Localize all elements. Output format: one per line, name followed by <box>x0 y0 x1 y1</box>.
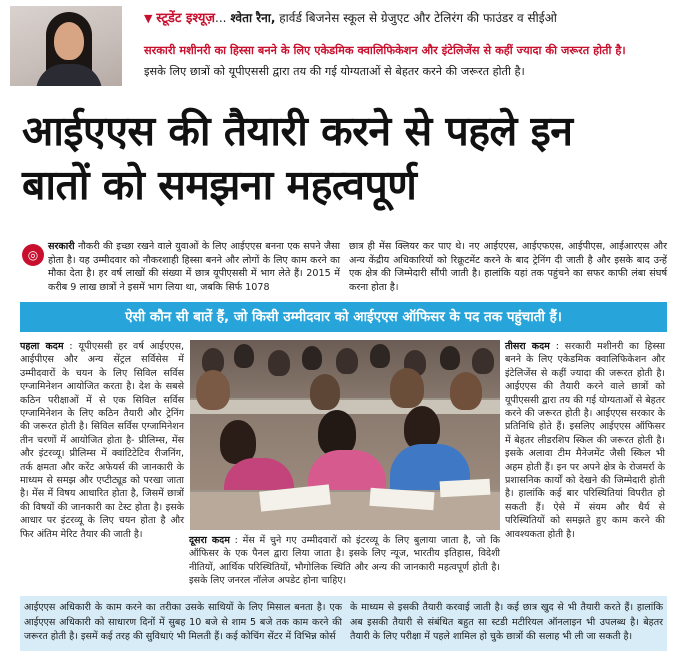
headline <box>22 104 662 212</box>
step-one-text: : यूपीएससी हर वर्ष आईएएस, आईपीएस और अन्य सेंट्रल सर्विसेस में उम्मीदवारों के चयन के लिए सिविल सर्विस एग्जामिनेशन आयोजित करता है। देश के सबसे कठिन परीक्षाओं में से एक सिविल सर्विस एग्जामिनेशन के लिए कठिन तैयारी और ट्रेनिंग की जरूरत होती है। सिविल सर्विस एग्जामिनेशन तीन चरणों में आयोजित होता है- प्रीलिम्स, मेंस और इंटरव्यू। प्रीलिम्स में क्वांटिटेटिव रीजनिंग, तर्क क्षमता और करेंट अफेयर्स की जानकारी के माध्यम से समझ और एप्टीट्यूड को परखा जाता है। मेंस में विषय आधारित होता है, जिसमें छात्रों की विषयों की जानकारी का टेस्ट होता है। इसके आधार पर इंटरव्यू के लिए चयन होता है और फिर अंतिम मेरिट तैयार की जाती है। <box>20 341 185 540</box>
subhead-red: सरकारी मशीनरी का हिस्सा बनने के लिए एकेडमिक क्वालिफिकेशन और इंटेलिजेंस से कहीं ज्यादा की जरूरत होती है। <box>144 44 626 57</box>
step-three-column <box>505 340 665 541</box>
byline <box>144 10 664 27</box>
step-three-lead: तीसरा कदम <box>505 341 550 352</box>
classroom-photo <box>190 340 500 530</box>
step-three-text: : सरकारी मशीनरी का हिस्सा बनने के लिए एकेडमिक क्वालिफिकेशन और इंटेलिजेंस से कहीं ज्यादा की जरूरत होती है। आईएएस की तैयारी करने वाले छात्रों को यूपीएससी द्वारा तय की गई योग्यताओं से बेहतर करने की जरूरत होती है। आईएएस सरकार के प्रतिनिधि होते हैं। इसलिए आईएएस ऑफिसर में बेहतर लीडरशिप स्किल की जरूरत होती है। इसके अलावा टीम मैनेजमेंट जैसी स्किल भी अहम होती हैं। इन पर अपने क्षेत्र के रोजमर्रा के प्रशासनिक कार्यों को देखने की जिम्मेदारी होती है। हालांकि कई बार परिस्थितियां विपरीत हो सकती हैं। ऐसे में संयम और धैर्य से परिस्थितियों को समझते हुए काम करने की आवश्यकता होती है। <box>505 341 665 540</box>
byline-separator: ... <box>215 11 227 25</box>
step-two-lead: दूसरा कदम <box>189 535 230 546</box>
step-two-text: : मेंस में चुने गए उम्मीदवारों को इंटरव्यू के लिए बुलाया जाता है, जो कि ऑफिसर के एक पैनल द्वारा लिया जाता है। इसके लिए न्यूज, भारतीय इतिहास, विदेशी नीतियों, आर्थिक परिस्थितियों, भौगोलिक स्थिति और अन्य की जानकारी महत्वपूर्ण होती है। इसके लिए जनरल नॉलेज अपडेट होना चाहिए। <box>189 535 500 587</box>
intro-column-b: छात्र ही मेंस क्लियर कर पाए थे। नए आईएएस, आईएफएस, आईपीएस, आईआरएस और अन्य केंद्रीय अधिकारियों को रिक्रूटमेंट करने के बाद ट्रेनिंग दी जाती है और इसके बाद उन्हें एक क्षेत्र की जिम्मेदारी सौंपी जाती है। हालांकि यहां तक पहुंचने का सफर काफी लंबा संघर्ष करना होता है। <box>349 241 667 293</box>
column-tag: स्टूडेंट इश्यूज़ <box>156 11 216 26</box>
subhead-black: इसके लिए छात्रों को यूपीएससी द्वारा तय की गई योग्यताओं से बेहतर करने की जरूरत होती है। <box>144 65 525 78</box>
step-one-column <box>20 340 184 541</box>
intro-text-a: नौकरी की इच्छा रखने वाले युवाओं के लिए आईएएस बनना एक सपने जैसा होता है। यह उम्मीदवार को नौकरशाही हिस्सा बनने और लोगों के लिए काम करने का मौका देता है। हर वर्ष लाखों की संख्या में छात्र यूपीएससी में भाग लेते हैं। 2015 में करीब 9 लाख छात्रों ने इसमें भाग लिया था, जबकि सिर्फ 1078 <box>48 241 340 293</box>
author-photo <box>10 6 122 86</box>
intro-column-a <box>48 240 340 294</box>
bottom-box <box>20 596 667 651</box>
headline-line-1: आईएएस की तैयारी करने से पहले इन <box>22 107 573 155</box>
bottom-column-1: आईएएस अधिकारी के काम करने का तरीका उसके साथियों के लिए मिसाल बनता है। एक आईएएस अधिकारी को साधारण दिनों में सुबह 10 बजे से शाम 5 बजे तक काम करने की जरूरत होती है। इसमें कई तरह की सुविधाएं भी मिलती हैं। कई कोचिंग सेंटर में विभिन्न कोर्स <box>24 602 342 642</box>
intro-lead: सरकारी <box>48 241 75 252</box>
step-two-column <box>189 534 500 588</box>
bottom-column-2: के माध्यम से इसकी तैयारी करवाई जाती है। कई छात्र खुद से भी तैयारी करते हैं। हालांकि अब इसकी तैयारी से संबंधित बहुत सा स्टडी मटीरियल ऑनलाइन भी उपलब्ध है। बेहतर तैयारी के लिए परीक्षा में पहले शामिल हो चुके छात्रों की सलाह भी ली जा सकती है। <box>350 602 663 642</box>
section-banner: ऐसी कौन सी बातें हैं, जो किसी उम्मीदवार को आईएएस ऑफिसर के पद तक पहुंचाती हैं। <box>20 302 667 332</box>
target-icon: ◎ <box>22 244 44 266</box>
author-role: हार्वर्ड बिजनेस स्कूल से ग्रेजुएट और टेलिरंग की फाउंडर व सीईओ <box>279 11 557 25</box>
triangle-down-icon: ▼ <box>144 12 153 25</box>
photo-face <box>54 22 84 60</box>
step-one-lead: पहला कदम <box>20 341 64 352</box>
headline-line-2: बातों को समझना महत्वपूर्ण <box>22 161 417 209</box>
author-name: श्वेता रैना, <box>230 11 276 25</box>
